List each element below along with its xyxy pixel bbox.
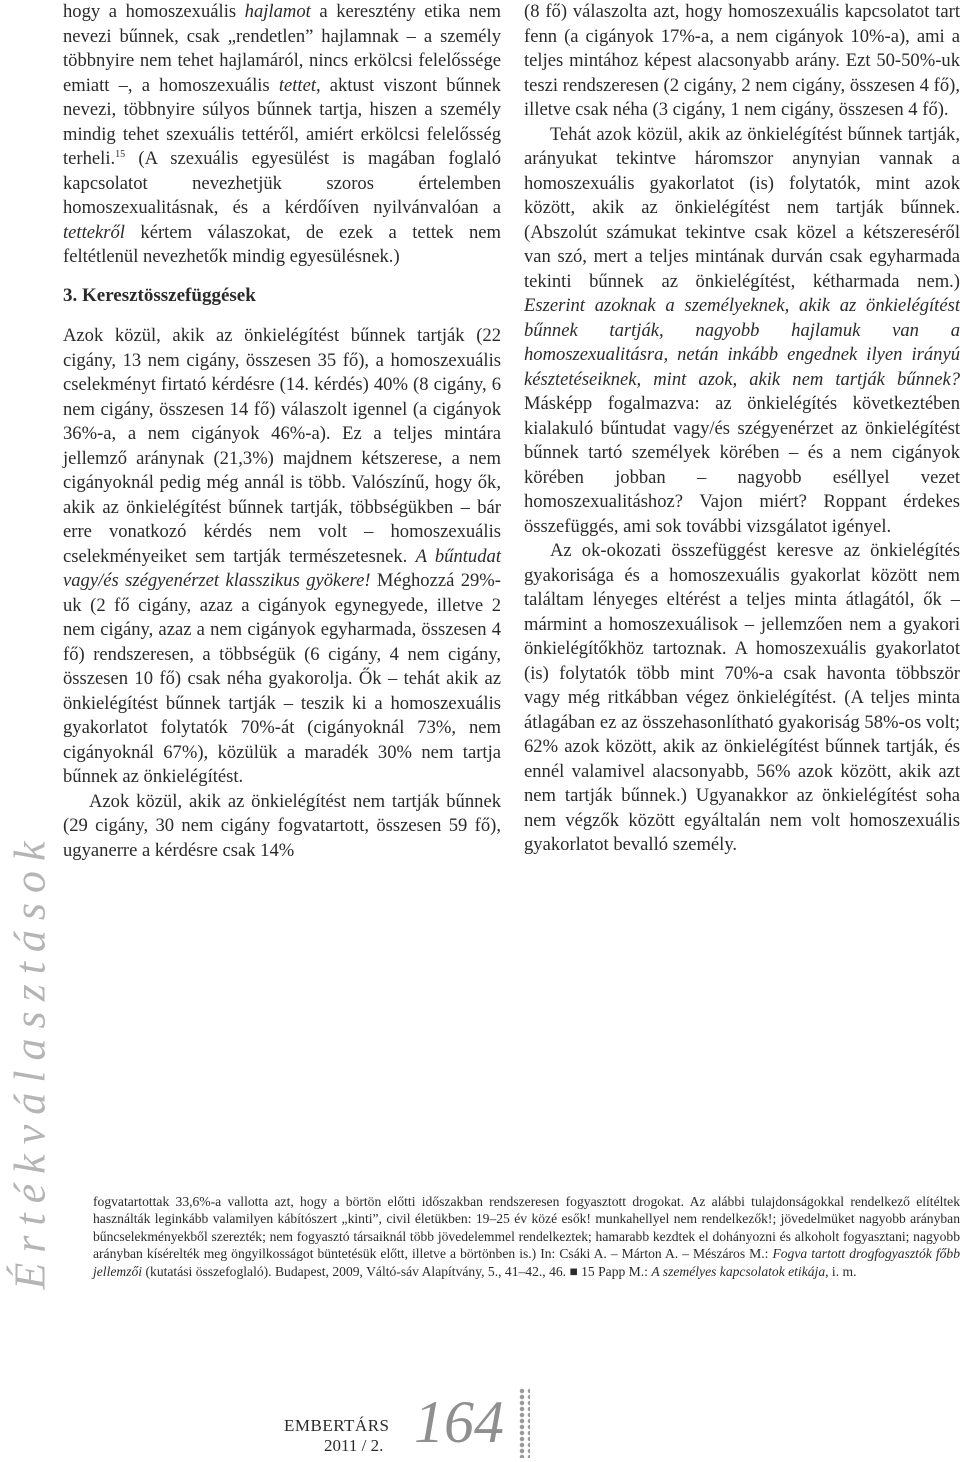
paragraph: Tehát azok közül, akik az önkielégítést bűnnek tartják, arányukat tekintve háromszor anynyian vannak a homoszexuális gyakorlatot (is) folytatók, mint azok között, akik az önkielégítést nem tartják bűnnek. (Abszolút számukat tekintve csak közel a kétszereséről van szó, mert a teljes mintának durván csak egyharmada tekinti bűnnek az önkielégítést, kétharmada nem.) Eszerint azoknak a személyeknek, akik az önkielégítést bűnnek tartják, nagyobb hajlamuk van a homoszexualitásra, netán inkább engednek ilyen irányú késztetéseiknek, mint azok, akik nem tartják bűnnek? Másképp fogalmazva: az önkielégítés következtében kialakuló bűntudat vagy/és szégyenérzet az önkielégítést bűnnek tartó személyek körében – és a nem cigányok körében jobban – nagyobb eséllyel vezet homoszexualitáshoz? Vajon miért? Roppant érdekes összefüggés, ami sok további vizsgálatot igényel. — [524, 123, 960, 537]
paragraph: Azok közül, akik az önkielégítést nem tartják bűnnek (29 cigány, 30 nem cigány fogvatartott, összesen 59 fő), ugyanerre a kérdésre csak 14% — [63, 790, 501, 861]
paragraph: hogy a homoszexuális hajlamot a keresztény etika nem nevezi bűnnek, csak „rendetlen” hajlamnak – a személy többnyire nem tehet hajlamáról, nincs erkölcsi felelőssége emiatt –, a homoszexuális tettet, aktust viszont bűnnek nevezi, többnyire súlyos bűnnek tartja, hiszen a személy mindig tehet szexuális tettéről, amiért erkölcsi felelősség terheli.$^{15}$ (A szexuális egyesülést is magában foglaló kapcsolatot nevezhetjük szoros értelemben homoszexualitásnak, és a kérdőíven nyilvánvalóan a tettekről kértem válaszokat, de ezek a tettek nem feltétlenül nevezhetők mindig egyesülésnek.) — [63, 1, 501, 267]
page-number: 164 — [414, 1389, 504, 1455]
square-bullet-icon: ■ — [569, 1263, 578, 1279]
paragraph: Azok közül, akik az önkielégítést bűnnek tartják (22 cigány, 13 nem cigány, összesen 35 fő), a homoszexuális cselekményt firtató kérdésre (14. kérdés) 40% (8 cigány, 6 nem cigány, összesen 14 fő) válaszolt igennel (a cigányok 36%-a, a nem cigányok 46%-a). Ez a teljes mintára jellemző aránynak (21,3%) majdnem kétszerese, a nem cigányoknál pedig még annál is több. Valószínű, hogy ők, akik az önkielégítést bűnnek tartják, többségükben – bár erre vonatkozó kérdés nem volt – homoszexuális cselekményeiket sem tartják természetesnek. A bűntudat vagy/és szégyenérzet klasszikus gyökere! Méghozzá 29%-uk (2 fő cigány, azaz a cigányok egynegyede, illetve 2 nem cigány, azaz a nem cigányok egyharmada, összesen 4 fő) rendszeresen, a többségük (6 cigány, 4 nem cigány, összesen 10 fő) csak néha gyakorolja. Ők – tehát akik az önkielégítést bűnnek tartják – teszik ki a homoszexuális gyakorlatot folytatók 70%-át (cigányoknál 73%, nem cigányoknál 67%), közülük a maradék 30% nem tartja bűnnek az önkielégítést. — [63, 325, 501, 787]
journal-issue: 2011 / 2. — [324, 1436, 384, 1455]
page-footer — [280, 1389, 580, 1458]
journal-name: EMBERTÁRS — [284, 1416, 390, 1435]
footnote-ref: 15 — [115, 148, 126, 160]
paragraph: (8 fő) válaszolta azt, hogy homoszexuális kapcsolatot tart fenn (a cigányok 17%-a, a nem cigányok 10%-a), ami a teljes mintához képest alacsonyabb arány. Ezt 50-50%-uk teszi rendszeresen (2 cigány, 2 nem cigány, összesen 4 fő), illetve csak néha (3 cigány, 1 nem cigány, összesen 4 fő). — [524, 1, 960, 120]
section-label-text: Értékválasztások — [5, 830, 55, 1290]
section-heading: 3. Keresztösszefüggések — [63, 284, 256, 306]
section-label-vertical — [4, 780, 56, 1340]
paragraph: Az ok-okozati összefüggést keresve az önkielégítés gyakorisága és a homoszexuális gyakorlat között nem találtam lényeges eltérést a teljes minta átlagától, ők – mármint a homoszexuálisok – jellemzően nem a gyakori önkielégítőkhöz tartoznak. A homoszexuális gyakorlatot (is) folytatók több mint 70%-a csak havonta többször vagy még ritkábban végez önkielégítést. (A teljes minta átlagában ez az összehasonlítható gyakoriság 58%-os volt; 62% azok között, akik az önkielégítést bűnnek tartják, és ennél valamivel alacsonyabb, 56% azok között, akik azt nem tartják bűnnek.) Ugyanakkor az önkielégítést soha nem végzők között egyáltalán nem volt homoszexuális gyakorlatot bevalló személy. — [524, 540, 960, 855]
footnotes: fogvatartottak 33,6%-a vallotta azt, hogy a börtön előtti időszakban rendszeresen fogyasztott drogokat. Az alábbi tulajdonságokkal rendelkező elítéltek használták leginkább valamilyen kábítószert „kinti”, civil életükben: 19–25 év közé esők! munkahellyel nem rendelkezők!; jövedelmüket nagyobb arányban bűncselekményekből szerezték; nem fogyasztó társaiknál több jövedelemmel rendelkeztek; hamarabb kezdtek el dohányozni és alkoholt fogyasztani; nagyobb arányban kísérelték meg öngyilkosságot büntetésük előtt, illetve a börtönben is.) In: Csáki A. – Márton A. – Mészáros M.: Fogva tartott drogfogyasztók főbb jellemzői (kutatási összefoglaló). Budapest, 2009, Váltó-sáv Alapítvány, 5., 41–42., 46. ■ 15 Papp M.: A személyes kapcsolatok etikája, i. m. — [93, 1194, 960, 1279]
left-column — [63, 0, 501, 863]
right-column — [524, 0, 960, 858]
dotted-ornament — [518, 1388, 530, 1458]
